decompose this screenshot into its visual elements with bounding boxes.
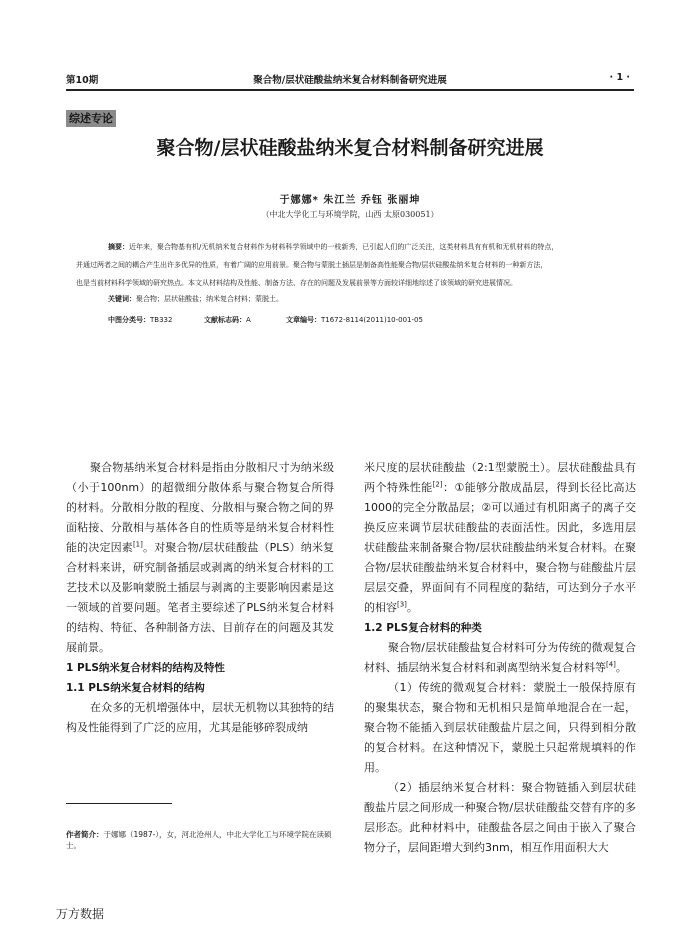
issue-number: 第10期 xyxy=(66,75,99,86)
classification-line xyxy=(108,315,628,327)
types-paragraph: 聚合物/层状硅酸盐复合材料可分为传统的微观复合材料、插层纳米复合材料和剥离型纳米复合材料等[4]。 xyxy=(364,641,636,674)
header-rule xyxy=(66,89,634,91)
page-number: · 1 · xyxy=(609,72,630,83)
footnote-label: 作者简介： xyxy=(66,830,104,839)
running-title: 聚合物/层状硅酸盐纳米复合材料制备研究进展 xyxy=(253,75,447,86)
citation-1[interactable]: [1] xyxy=(132,540,143,549)
keywords-text: 聚合物；层状硅酸盐；纳米复合材料；蒙脱土。 xyxy=(136,295,283,303)
keywords xyxy=(108,294,283,304)
section-heading-1-2: 1.2 PLS复合材料的种类 xyxy=(364,622,482,634)
footnote-rule xyxy=(66,803,172,804)
abstract xyxy=(76,238,636,292)
keywords-label: 关键词： xyxy=(108,295,136,303)
left-column xyxy=(66,458,334,738)
citation-2[interactable]: [2] xyxy=(432,480,443,489)
citation-3[interactable]: [3] xyxy=(397,600,407,609)
running-header xyxy=(66,70,634,88)
micro-composite-paragraph: （1）传统的微观复合材料：蒙脱土一般保持原有的聚集状态，聚合物和无机相只是简单地混合在一起，聚合物不能插入到层状硅酸盐片层之间，只得到相分散的复合材料。在这种情况下，蒙脱土只起常规填料的作用。 xyxy=(364,681,636,774)
document-code: 文献标志码：A xyxy=(204,316,251,324)
structure-paragraph: 在众多的无机增强体中，层状无机物以其独特的结构及性能得到了广泛的应用，尤其是能够碎裂成纳 xyxy=(66,701,334,734)
intro-paragraph: 聚合物基纳米复合材料是指由分散相尺寸为纳米级（小于100nm）的超微细分散体系与聚合物复合所得的材料。分散相分散的程度、分散相与聚合物之间的界面粘接、分散相与基体各自的性质等是纳米复合材料性能的决定因素[1]。对聚合物/层状硅酸盐（PLS）纳米复合材料来讲，研究制备插层或剥离的纳米复合材料的工艺技术以及影响蒙脱土插层与剥离的主要影响因素是这一领域的首要问题。笔者主要综述了PLS纳米复合材料的结构、特征、各种制备方法、目前存在的问题及其发展前景。 xyxy=(66,461,335,654)
paper-title: 聚合物/层状硅酸盐纳米复合材料制备研究进展 xyxy=(156,137,544,159)
author-footnote xyxy=(66,829,346,851)
database-watermark: 万方数据 xyxy=(56,907,105,921)
abstract-line-3: 也是当前材料科学领域的研究热点。本文从材料结构及性能、制备方法、存在的问题及发展前景等方面较详细地综述了该领域的研究进展情况。 xyxy=(76,279,517,287)
abstract-label: 摘要： xyxy=(108,243,129,251)
abstract-line-2: 并通过两者之间的耦合产生出许多优异的性质，有着广阔的应用前景。聚合物与蒙脱土插层是制备高性能聚合物/层状硅酸盐纳米复合材料的一种新方法， xyxy=(76,261,548,269)
silicate-paragraph: 米尺度的层状硅酸盐（2:1型蒙脱土）。层状硅酸盐具有两个特殊性能[2]：①能够分散成晶层，得到长径比高达1000的完全分散晶层；②可以通过有机阳离子的离子交换反应来调节层状硅酸盐的表面活性。因此，多选用层状硅酸盐来制备聚合物/层状硅酸盐纳米复合材料。在聚合物/层状硅酸盐纳米复合材料中，聚合物与硅酸盐片层层层交叠，界面间有不同程度的黏结，可达到分子水平的相容[3]。 xyxy=(364,461,636,614)
clc-number: 中图分类号：TB332 xyxy=(108,316,173,324)
affiliation: （中北大学化工与环境学院，山西 太原030051） xyxy=(261,210,439,219)
section-heading-1-1: 1.1 PLS纳米复合材料的结构 xyxy=(66,682,205,694)
intercalated-paragraph: （2）插层纳米复合材料：聚合物链插入到层状硅酸盐片层之间形成一种聚合物/层状硅酸盐交替有序的多层形态。此种材料中，硅酸盐各层之间由于嵌入了聚合物分子，层间距增大到约3nm，相互作用面积大大 xyxy=(364,781,636,854)
section-heading-1: 1 PLS纳米复合材料的结构及特性 xyxy=(66,662,225,674)
right-column xyxy=(364,458,636,858)
article-number: 文章编号：T1672-8114(2011)10-001-05 xyxy=(286,316,423,324)
section-badge: 综述专论 xyxy=(66,110,116,127)
authors: 于娜娜* 朱江兰 乔钰 张丽坤 xyxy=(279,195,421,206)
citation-4[interactable]: [4] xyxy=(606,660,616,669)
footnote-text: 于娜娜（1987-），女，河北沧州人，中北大学化工与环境学院在读硕士。 xyxy=(66,830,332,850)
abstract-line-1: 摘要：近年来，聚合物基有机/无机纳米复合材料作为材料科学领域中的一枝新秀，已引起人们的广泛关注，这类材料具有有机和无机材料的特点， xyxy=(108,243,559,251)
